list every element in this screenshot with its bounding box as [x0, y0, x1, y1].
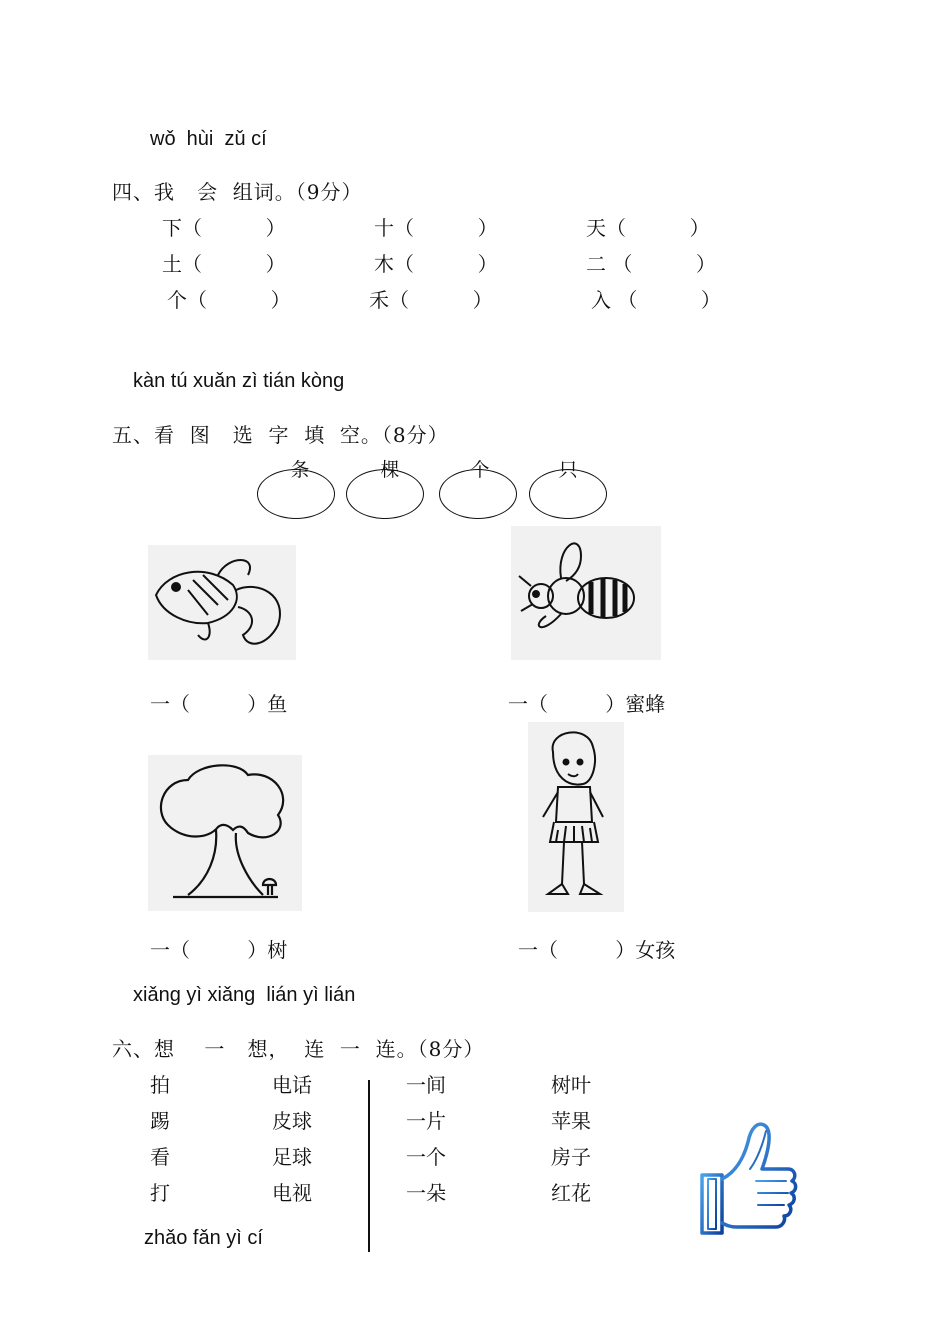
- match-word: 红花: [551, 1181, 591, 1205]
- word-cell: 禾（ ）: [369, 288, 493, 312]
- section5-heading: 五、看 图 选 字 填 空。（8分）: [112, 423, 449, 447]
- tree-picture: [148, 755, 302, 911]
- choice-label: 只: [558, 459, 578, 481]
- match-word: 踢: [150, 1109, 170, 1133]
- choice-oval: [346, 469, 424, 519]
- match-word: 树叶: [551, 1073, 591, 1097]
- fill-item: 一（ ）鱼: [150, 692, 288, 716]
- goldfish-picture: [148, 545, 296, 660]
- thumbs-up-icon: [686, 1098, 790, 1222]
- fill-item: 一（ ）女孩: [518, 938, 676, 962]
- bee-picture: [511, 526, 661, 660]
- match-word: 皮球: [272, 1109, 312, 1133]
- match-word: 拍: [150, 1073, 170, 1097]
- word-cell: 木（ ）: [374, 252, 498, 276]
- match-word: 看: [150, 1145, 170, 1169]
- word-cell: 入 （ ）: [591, 288, 721, 312]
- word-cell: 二 （ ）: [586, 252, 716, 276]
- fill-item: 一（ ）树: [150, 938, 288, 962]
- section4-heading: 四、我 会 组词。（9分）: [112, 180, 363, 204]
- choice-oval: [439, 469, 517, 519]
- match-word: 打: [150, 1181, 170, 1205]
- word-cell: 十（ ）: [374, 216, 498, 240]
- choice-label: 条: [290, 459, 310, 481]
- section6-heading: 六、想 一 想， 连 一 连。（8分）: [112, 1037, 485, 1061]
- match-word: 电视: [272, 1181, 312, 1205]
- word-cell: 下（ ）: [162, 216, 286, 240]
- fill-item: 一（ ）蜜蜂: [508, 692, 666, 716]
- choice-oval: [529, 469, 607, 519]
- column-divider: [368, 1080, 370, 1252]
- section5-pinyin: kàn tú xuǎn zì tián kòng: [133, 370, 345, 392]
- match-word: 一朵: [406, 1181, 446, 1205]
- choice-label: 棵: [380, 459, 400, 481]
- match-word: 房子: [551, 1145, 591, 1169]
- girl-picture: [528, 722, 624, 912]
- match-word: 电话: [272, 1073, 312, 1097]
- match-word: 苹果: [551, 1109, 591, 1133]
- section6-pinyin: xiǎng yì xiǎng lián yì lián: [133, 984, 356, 1006]
- word-cell: 天（ ）: [586, 216, 710, 240]
- match-word: 一个: [406, 1145, 446, 1169]
- word-cell: 土（ ）: [162, 252, 286, 276]
- match-word: 一间: [406, 1073, 446, 1097]
- match-word: 一片: [406, 1109, 446, 1133]
- word-cell: 个（ ）: [167, 288, 291, 312]
- choice-oval: [257, 469, 335, 519]
- section7-pinyin: zhǎo fǎn yì cí: [144, 1227, 263, 1249]
- match-word: 足球: [272, 1145, 312, 1169]
- section4-pinyin: wǒ hùi zǔ cí: [150, 128, 267, 150]
- choice-label: 个: [470, 459, 490, 481]
